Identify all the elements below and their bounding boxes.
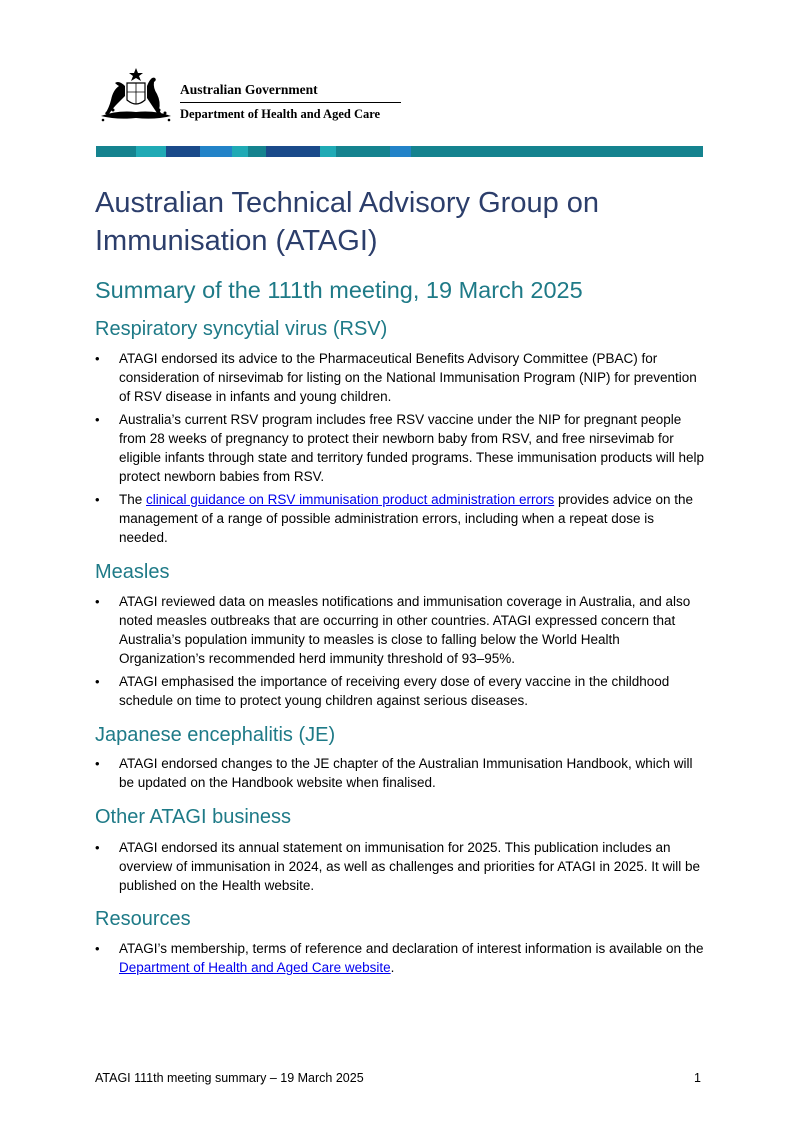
government-name: Australian Government xyxy=(180,82,318,97)
stripe-segment xyxy=(96,146,136,157)
rsv-clinical-guidance-link[interactable]: clinical guidance on RSV immunisation product administration errors xyxy=(146,492,555,507)
list-item xyxy=(95,490,705,547)
section-heading-resources: Resources xyxy=(95,908,191,930)
stripe-segment xyxy=(336,146,390,157)
header-color-stripe xyxy=(96,146,703,157)
document-title: Australian Technical Advisory Group on Immunisation (ATAGI) xyxy=(95,187,600,257)
government-logo xyxy=(97,66,407,126)
stripe-segment xyxy=(136,146,166,157)
list-item: • ATAGI emphasised the importance of receiving every dose of every vaccine in the childhood schedule on time to protect young children against serious diseases. xyxy=(95,672,705,710)
list-item xyxy=(95,939,705,977)
list-item-text: . xyxy=(390,960,395,975)
list-item: • ATAGI endorsed changes to the JE chapter of the Australian Immunisation Handbook, which will be updated on the Handbook website when finalised. xyxy=(95,754,705,792)
list-item-text: provides advice on the management of a range of possible administration errors, including when a repeat dose is needed. xyxy=(119,492,694,545)
section-heading-rsv: Respiratory syncytial virus (RSV) xyxy=(95,318,388,340)
list-item-text: ATAGI’s membership, terms of reference and declaration of interest information is available on the xyxy=(119,941,704,956)
list-item: • Australia’s current RSV program includes free RSV vaccine under the NIP for pregnant people from 28 weeks of pregnancy to protect their newborn baby from RSV, and free nirsevimab for eligible infants through state and territory funded programs. These immunisation products will help protect newborn babies from RSV. xyxy=(95,410,705,486)
stripe-segment xyxy=(266,146,320,157)
list-item: • ATAGI reviewed data on measles notifications and immunisation coverage in Australia, and also noted measles outbreaks that are occurring in other countries. ATAGI expressed concern that Australia’s population immunity to measles is close to falling below the World Health Organization’s recommended herd immunity threshold of 93–95%. xyxy=(95,592,705,668)
resources-bullet-list xyxy=(95,939,705,981)
stripe-segment xyxy=(320,146,336,157)
department-website-link[interactable]: Department of Health and Aged Care website xyxy=(119,960,391,975)
document-subtitle: Summary of the 111th meeting, 19 March 2025 xyxy=(95,277,583,303)
je-bullet-list xyxy=(95,754,705,796)
rsv-bullet-list xyxy=(95,349,705,551)
stripe-segment xyxy=(390,146,411,157)
stripe-segment xyxy=(232,146,248,157)
stripe-segment xyxy=(166,146,200,157)
section-heading-je: Japanese encephalitis (JE) xyxy=(95,724,336,746)
section-heading-other-business: Other ATAGI business xyxy=(95,806,292,828)
coat-of-arms-icon xyxy=(97,66,175,124)
stripe-segment xyxy=(200,146,232,157)
stripe-segment xyxy=(248,146,266,157)
section-heading-measles: Measles xyxy=(95,561,170,583)
list-item: • ATAGI endorsed its advice to the Pharmaceutical Benefits Advisory Committee (PBAC) for consideration of nirsevimab for listing on the National Immunisation Program (NIP) for prevention of RSV disease in infants and young children. xyxy=(95,349,705,406)
other-business-bullet-list xyxy=(95,838,705,899)
department-name: Department of Health and Aged Care xyxy=(180,107,381,121)
page-number: 1 xyxy=(694,1071,701,1085)
measles-bullet-list xyxy=(95,592,705,714)
list-item-text: The xyxy=(119,492,147,507)
stripe-segment xyxy=(411,146,703,157)
footer-document-label: ATAGI 111th meeting summary – 19 March 2025 xyxy=(95,1071,364,1085)
logo-divider xyxy=(180,102,401,103)
list-item: • ATAGI endorsed its annual statement on immunisation for 2025. This publication includes an overview of immunisation in 2024, as well as challenges and priorities for ATAGI in 2025. It will be published on the Health website. xyxy=(95,838,705,895)
